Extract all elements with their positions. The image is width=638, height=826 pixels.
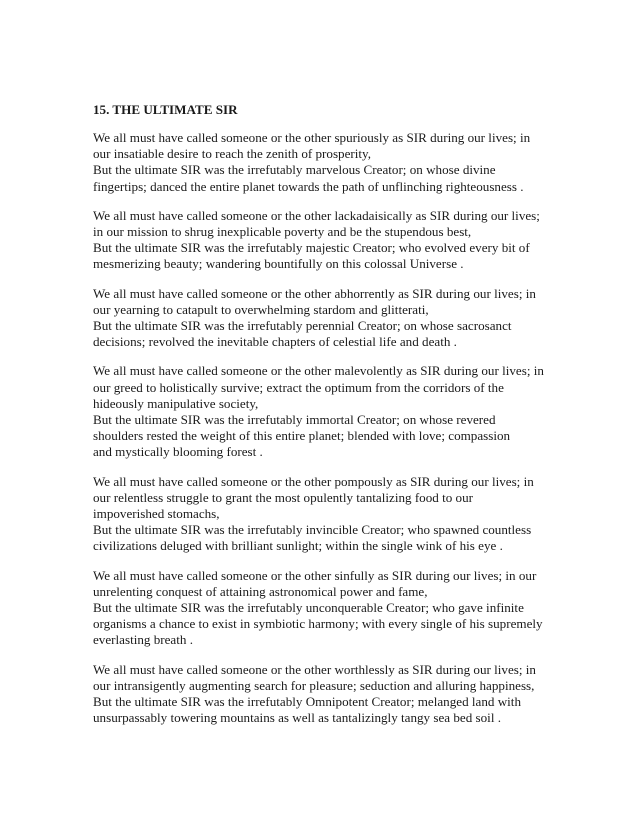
stanza-line: We all must have called someone or the other abhorrently as SIR during our lives; in — [93, 285, 536, 301]
stanza-line: impoverished stomachs, — [93, 506, 220, 522]
stanza-line: We all must have called someone or the other lackadaisically as SIR during our lives; — [93, 207, 540, 223]
stanza — [93, 568, 563, 649]
stanza-line: We all must have called someone or the other pompously as SIR during our lives; in — [93, 473, 534, 489]
stanza-line: our yearning to catapult to overwhelming stardom and glitterati, — [93, 301, 429, 317]
stanza-line: But the ultimate SIR was the irrefutably Omnipotent Creator; melanged land with — [93, 694, 521, 710]
stanza-line: unsurpassably towering mountains as well as tantalizingly tangy sea bed soil . — [93, 710, 502, 726]
stanza-line: mesmerizing beauty; wandering bountifully on this colossal Universe . — [93, 256, 464, 272]
stanza-line: We all must have called someone or the other spuriously as SIR during our lives; in — [93, 130, 531, 145]
stanza-line: our greed to holistically survive; extract the optimum from the corridors of the — [93, 379, 504, 395]
poem-body — [93, 102, 563, 740]
stanza-line: our relentless struggle to grant the most opulently tantalizing food to our — [93, 489, 474, 505]
stanza-line: shoulders rested the weight of this entire planet; blended with love; compassion — [93, 428, 511, 444]
stanza-line: fingertips; danced the entire planet towards the path of unflinching righteousness . — [93, 178, 524, 194]
poem-title: 15. THE ULTIMATE SIR — [93, 102, 238, 117]
stanza-line: hideously manipulative society, — [93, 395, 259, 411]
stanza-line: in our mission to shrug inexplicable poverty and be the stupendous best, — [93, 224, 472, 240]
stanza-line: But the ultimate SIR was the irrefutably majestic Creator; who evolved every bit of — [93, 240, 530, 256]
stanza-line: But the ultimate SIR was the irrefutably invincible Creator; who spawned countless — [93, 522, 532, 538]
stanza-line: We all must have called someone or the other malevolently as SIR during our lives; in — [93, 363, 544, 379]
stanza-line: But the ultimate SIR was the irrefutably unconquerable Creator; who gave infinite — [93, 600, 524, 616]
stanza-line: organisms a chance to exist in symbiotic harmony; with every single of his supremely — [93, 616, 543, 632]
stanza — [93, 363, 563, 460]
stanza — [93, 208, 563, 273]
stanza — [93, 286, 563, 351]
stanza-line: We all must have called someone or the other worthlessly as SIR during our lives; in — [93, 661, 536, 677]
stanza-line: everlasting breath . — [93, 632, 193, 648]
stanza-line: unrelenting conquest of attaining astronomical power and fame, — [93, 583, 428, 599]
stanza-line: But the ultimate SIR was the irrefutably immortal Creator; on whose revered — [93, 412, 496, 428]
stanza — [93, 130, 563, 195]
stanza-line: But the ultimate SIR was the irrefutably marvelous Creator; on whose divine — [93, 162, 496, 178]
stanza-line: our insatiable desire to reach the zenith of prosperity, — [93, 146, 372, 162]
stanza-line: decisions; revolved the inevitable chapters of celestial life and death . — [93, 334, 457, 350]
stanza-line: and mystically blooming forest . — [93, 444, 263, 460]
stanza-line: But the ultimate SIR was the irrefutably perennial Creator; on whose sacrosanct — [93, 318, 512, 334]
stanza-line: our intransigently augmenting search for pleasure; seduction and alluring happiness, — [93, 677, 535, 693]
stanza-line: We all must have called someone or the other sinfully as SIR during our lives; in our — [93, 567, 537, 583]
stanza-line: civilizations deluged with brilliant sunlight; within the single wink of his eye . — [93, 538, 503, 554]
stanza — [93, 474, 563, 555]
stanza — [93, 662, 563, 727]
